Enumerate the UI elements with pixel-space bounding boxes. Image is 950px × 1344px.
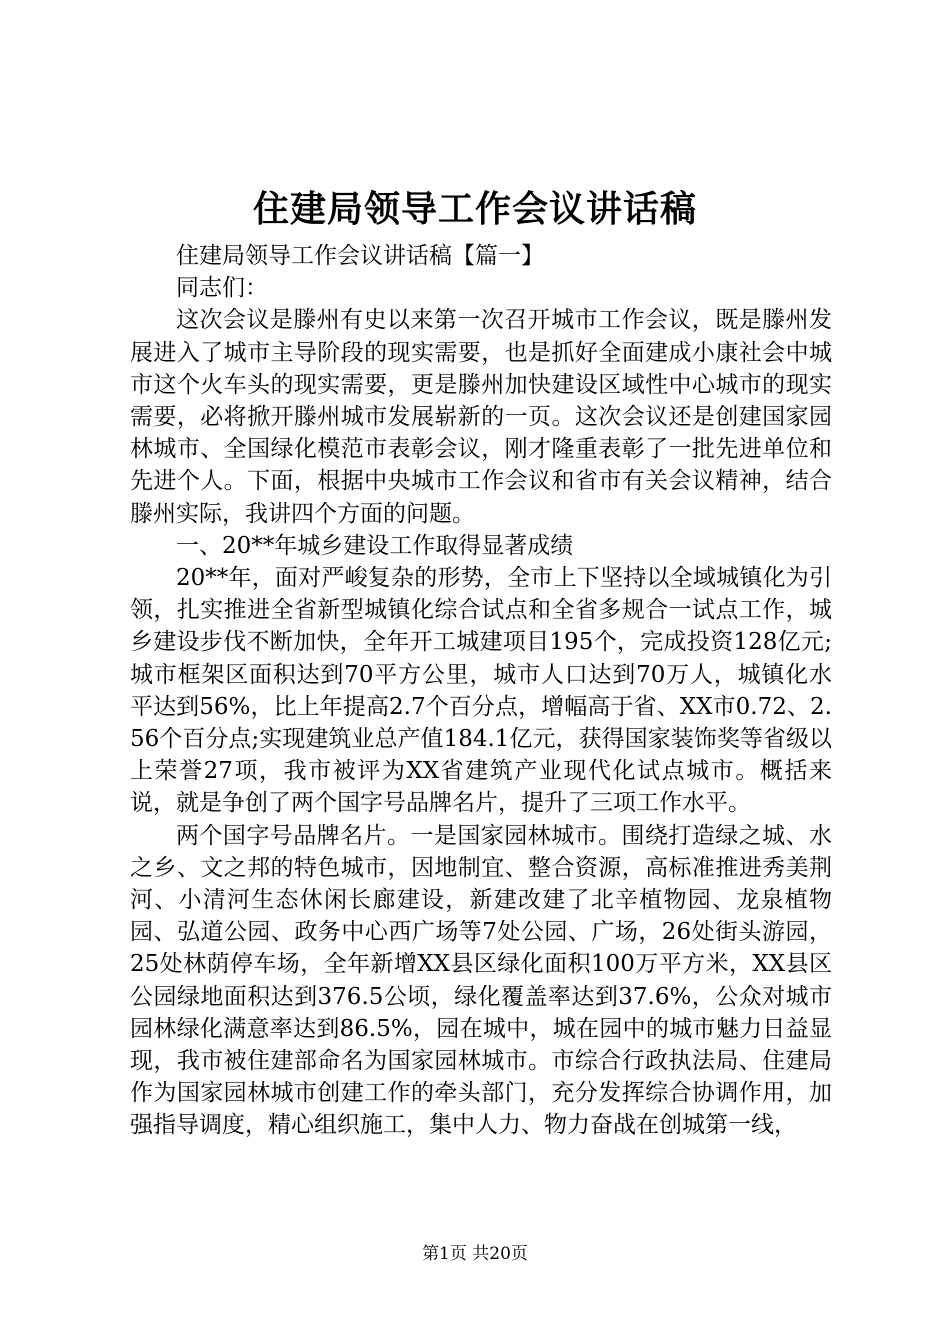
paragraph-intro: 这次会议是滕州有史以来第一次召开城市工作会议，既是滕州发展进入了城市主导阶段的现实需要，也是抓好全面建成小康社会中城市这个火车头的现实需要，更是滕州加快建设区域性中心城市的现实需要，必将掀开滕州城市发展崭新的一页。这次会议还是创建国家园林城市、全国绿化模范市表彰会议，刚才隆重表彰了一批先进单位和先进个人。下面，根据中央城市工作会议和省市有关会议精神，结合滕州实际，我讲四个方面的问题。 [130, 307, 832, 527]
paragraph-garden-city: 两个国字号品牌名片。一是国家园林城市。围绕打造绿之城、水之乡、文之邦的特色城市，因地制宜、整合资源，高标准推进秀美荆河、小清河生态休闲长廊建设，新建改建了北辛植物园、龙泉植物园、弘道公园、政务中心西广场等7处公园、广场，26处街头游园，25处林荫停车场，全年新增XX县区绿化面积100万平方米，XX县区公园绿地面积达到376.5公顷，绿化覆盖率达到37.6%，公众对城市园林绿化满意率达到86.5%，园在城中，城在园中的城市魅力日益显现，我市被住建部命名为国家园林城市。市综合行政执法局、住建局作为国家园林城市创建工作的牵头部门，充分发挥综合协调作用，加强指导调度，精心组织施工，集中人力、物力奋战在创城第一线， [130, 822, 832, 1139]
document-title: 住建局领导工作会议讲话稿 [252, 188, 697, 230]
salutation: 同志们： [176, 275, 268, 302]
page-number-footer: 第1页 共20页 [422, 1244, 528, 1264]
document-body [130, 240, 832, 1142]
section-heading-achievements: 一、20**年城乡建设工作取得显著成绩 [176, 532, 574, 559]
section-heading-part-one: 住建局领导工作会议讲话稿【篇一】 [176, 243, 544, 269]
paragraph-achievements: 20**年，面对严峻复杂的形势，全市上下坚持以全域城镇化为引领，扎实推进全省新型城镇化综合试点和全省多规合一试点工作，城乡建设步伐不断加快，全年开工城建项目195个，完成投资128亿元;城市框架区面积达到70平方公里，城市人口达到70万人，城镇化水平达到56%，比上年提高2.7个百分点，增幅高于省、XX市0.72、2.56个百分点;实现建筑业总产值184.1亿元，获得国家装饰奖等省级以上荣誉27项，我市被评为XX省建筑产业现代化试点城市。概括来说，就是争创了两个国字号品牌名片，提升了三项工作水平。 [130, 565, 832, 817]
